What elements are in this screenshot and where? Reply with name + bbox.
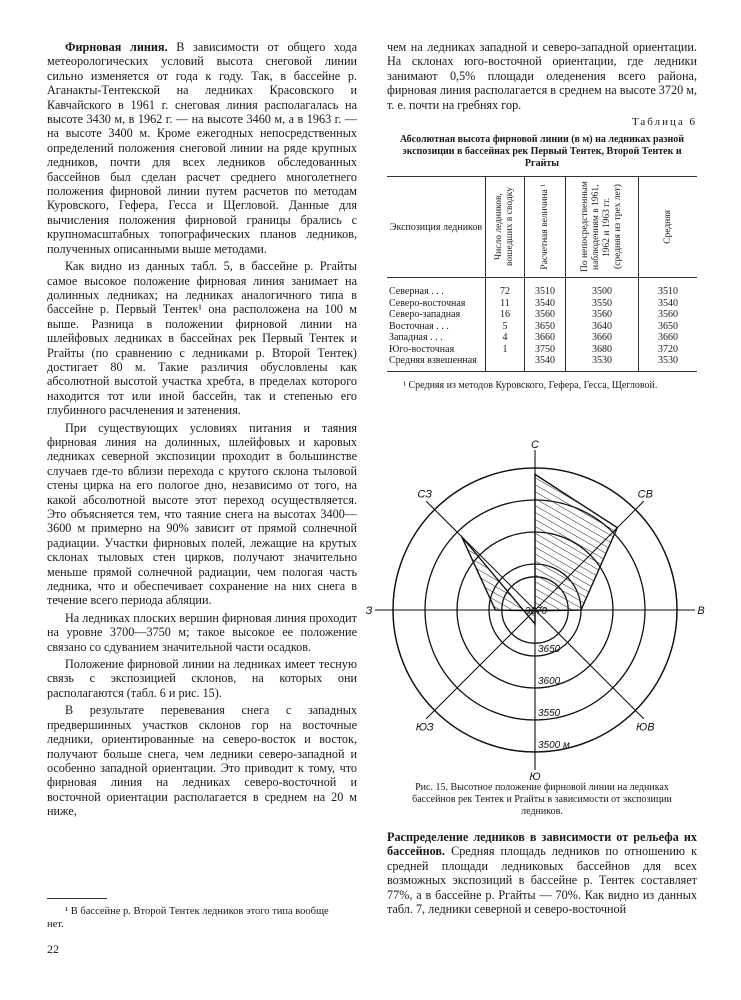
table-cell: 16 — [486, 309, 525, 321]
table-cell: Юго-восточная — [389, 343, 455, 355]
section-relief — [387, 830, 697, 919]
table-cell: 3540 — [639, 298, 698, 310]
firn-line-polygon — [462, 474, 618, 624]
table-cell: 1 — [486, 344, 525, 356]
ring-label: 3600 — [538, 676, 561, 687]
table-cell: 3650 — [639, 321, 698, 333]
table-cell: 3660 — [566, 332, 639, 344]
table-cell: 3510 — [525, 278, 566, 298]
table-row — [387, 278, 697, 298]
table-cell: 3560 — [566, 309, 639, 321]
table-cell: Северо-западная — [389, 309, 461, 321]
radar-svg — [365, 439, 705, 783]
right-column — [387, 40, 697, 392]
table-cell: 3750 — [525, 344, 566, 356]
footnote-rule — [47, 898, 107, 899]
direction-label: СЗ — [417, 488, 432, 501]
table-cell: Западная . . . — [389, 332, 443, 344]
left-column — [47, 40, 357, 822]
table-6 — [387, 176, 697, 372]
paragraph-firn-line: Фирновая линия. В зависимости от общего хода метеорологических условий высота снеговой линии сильно изменяется от года к году. Так, в бассейне р. Аганакты-Тентекской на ледниках Красовского и Кавчайского в 1961 г. снеговая линия располагалась на высоте 3430 м, в 1962 г. — на высоте 3460 м, а в 1963 г. — на высоте 3400 м. Кроме ежегодных непосредственных определений положения снеговой линии на ряде крупных ледников, почти для всех ледников обследованных бассейнов был сделан расчет среднего многолетнего положения фирновой линии путем расчетов по методам Куровского, Гефера, Гесса и Щегловой. Данные для вычисления положения фирновой границы брались с крупномасштабных топографических планов ледников, полученных описанными выше методами. — [47, 40, 357, 256]
paragraph-relief: Распределение ледников в зависимости от рельефа их бассейнов. Средняя площадь ледников по отношению к средней площади ледниковых бассейнов для всех возможных экспозиций в бассейне р. Тентек составляет 77%, а в бассейне р. Ргайты — 70%. Как видно из данных табл. 7, ледники северной и северо-восточной — [387, 830, 697, 917]
table-row — [387, 309, 697, 321]
table-label: Таблица 6 — [631, 116, 697, 129]
table-header-mean: Средняя — [639, 177, 698, 278]
paragraph-table5: Как видно из данных табл. 5, в бассейне р. Ргайты самое высокое положение фирновая линия занимает на долинных ледниках; на ледниках аналогичного типа в бассейне р. Первый Тентек¹ она расположена на 100 м выше. Разница в положении фирновой линии на шлейфовых ледниках в бассейнах рек Первый Тентек и Ргайты (по сравнению с ледниками р. Второй Тентек) достигает 80 м. Такие различия обусловлены как абсолютной высотой участка хребта, в пределах которого находится тот или иной бассейн, так и степенью его глубинного расчленения и затенения. — [47, 259, 357, 418]
paragraph-exposure: Положение фирновой линии на ледниках имеет тесную связь с экспозицией склонов, на которых они располагаются (табл. 6 и рис. 15). — [47, 657, 357, 700]
table-cell: 4 — [486, 332, 525, 344]
table-cell: 3550 — [566, 298, 639, 310]
direction-label: З — [365, 605, 373, 617]
ring-label: 3550 — [538, 708, 561, 719]
table-cell: 3720 — [639, 344, 698, 356]
paragraph-conditions: При существующих условиях питания и таяния фирновая линия на долинных, шлейфовых и каровых ледниках северной экспозиции проходит в большинстве случаев где-то вблизи перехода с крутого склона тыловой стены цирка на его пологое дно, независимо от того, на какой абсолютной высоте этот переход осуществляется. Это объясняется тем, что таяние снега на высотах 3400—3600 м примерно на 90% зависит от прямой солнечной радиации. Участки фирновых полей, лежащие на крутых склонах тыловых стен цирков, получают значительно меньше прямой солнечной радиации, чем пологая часть ледника, что и обеспечивает сохранение на них снега в течение всего периода абляции. — [47, 420, 357, 608]
table-caption: Абсолютная высота фирновой линии (в м) на ледниках разной экспозиции в бассейнах рек Первый Тентек, Второй Тентек и Ргайты — [399, 134, 685, 170]
table-cell: 3640 — [566, 321, 639, 333]
direction-label: В — [697, 605, 705, 617]
table-cell: 3650 — [525, 321, 566, 333]
table-body — [387, 278, 697, 372]
table-row — [387, 321, 697, 333]
table-cell: 72 — [486, 278, 525, 298]
ring-label: 3500 м — [538, 740, 570, 751]
table-cell: 5 — [486, 321, 525, 333]
ring-label: 3670 — [524, 606, 548, 617]
table-cell: Северная . . . — [389, 286, 444, 298]
direction-label: СВ — [637, 488, 653, 501]
direction-label: Ю — [529, 771, 541, 783]
table-footnote: ¹ Средняя из методов Куровского, Гефера, Гесса, Щегловой. — [403, 379, 658, 391]
table-cell: 11 — [486, 298, 525, 310]
axis-line — [426, 501, 535, 610]
table-cell: 3540 — [525, 355, 566, 371]
table-row — [387, 344, 697, 356]
table-row — [387, 355, 697, 371]
table-cell: 3680 — [566, 344, 639, 356]
ring-label: 3650 — [538, 644, 561, 655]
table-cell: 3660 — [639, 332, 698, 344]
table-header-exposure: Экспозиция ледников — [387, 177, 486, 278]
table-header-observed: По непосредственным наблюдениям в 1961, 1962 и 1963 гг. (средняя из трех лет) — [566, 177, 639, 278]
table-cell: 3530 — [566, 355, 639, 371]
table-cell: 3560 — [525, 309, 566, 321]
table-cell: Северо-восточная — [389, 297, 466, 309]
paragraph-flat-peaks: На ледниках плоских вершин фирновая линия проходит на уровне 3700—3750 м; такое высокое ее положение связано со сдуванием значительной части осадков. — [47, 610, 357, 654]
direction-label: С — [531, 439, 539, 451]
table-cell: Восточная . . . — [389, 320, 449, 332]
table-cell: Средняя взвешенная — [387, 355, 486, 371]
table-cell: 3500 — [566, 278, 639, 298]
table-header-count: Число ледников, вошедших в сводку — [486, 177, 525, 278]
figure-15-chart — [365, 439, 705, 783]
table-row — [387, 332, 697, 344]
table-cell — [486, 355, 525, 371]
table-cell: 3510 — [639, 278, 698, 298]
paragraph-continued: чем на ледниках западной и северо-западной ориентации. На склонах юго-восточной ориентации, где ледники занимают 0,5% площади оледенения всего района, фирновая линия располагается в среднем на высоте 3720 м, т. е. почти на гребнях гор. — [387, 40, 697, 112]
table-header-calc: Расчетная величина ¹ — [525, 177, 566, 278]
axis-line — [535, 610, 644, 719]
direction-label: ЮЗ — [415, 721, 434, 734]
direction-label: ЮВ — [636, 721, 655, 734]
table-cell: 3540 — [525, 298, 566, 310]
table-cell: 3660 — [525, 332, 566, 344]
page-number: 22 — [47, 942, 59, 956]
table-cell: 3530 — [639, 355, 698, 371]
footnote: ¹ В бассейне р. Второй Тентек ледников этого типа вообще нет. — [47, 906, 329, 930]
axis-line — [426, 610, 535, 719]
paragraph-snow-drift: В результате перевевания снега с западных предвершинных участков склонов гор на восточные ледники, ориентированные на северо-восток и восток, получают больше снега, чем ледники северо-западной и особенно западной ориентации. Это приводит к тому, что фирновая линия на ледниках северо-восточной и восточной ориентации располагается в среднем на 20 м ниже, — [47, 703, 357, 819]
figure-caption: Рис. 15. Высотное положение фирновой линии на ледниках бассейнов рек Тентек и Ргайты в зависимости от экспозиции ледников. — [412, 782, 672, 817]
table-cell: 3560 — [639, 309, 698, 321]
table-row — [387, 298, 697, 310]
